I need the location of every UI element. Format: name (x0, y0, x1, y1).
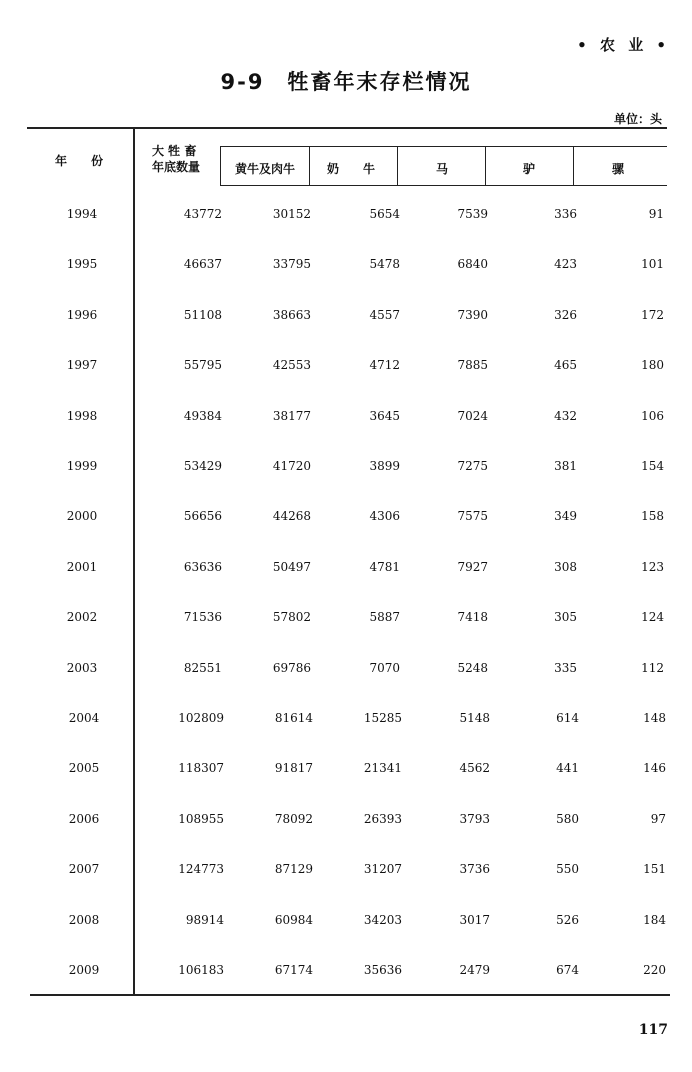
header-horse: 马 (436, 162, 449, 176)
year-cell: 2005 (68, 761, 100, 775)
value-cell: 336 (554, 207, 577, 221)
table-row (0, 459, 692, 479)
value-cell: 112 (641, 661, 664, 675)
header-donkey: 驴 (523, 162, 536, 176)
value-cell: 42553 (272, 358, 311, 372)
value-cell: 4781 (369, 560, 400, 574)
value-cell: 5248 (457, 661, 488, 675)
table-row (0, 358, 692, 378)
value-cell: 5478 (369, 257, 400, 271)
year-cell: 1998 (66, 409, 98, 423)
value-cell: 106183 (178, 963, 224, 977)
table-row (0, 207, 692, 227)
value-cell: 38663 (272, 308, 311, 322)
value-cell: 180 (641, 358, 664, 372)
value-cell: 441 (556, 761, 579, 775)
value-cell: 580 (556, 812, 579, 826)
value-cell: 123 (641, 560, 664, 574)
value-cell: 60984 (274, 913, 313, 927)
value-cell: 98914 (185, 913, 224, 927)
year-cell: 2001 (66, 560, 98, 574)
value-cell: 63636 (183, 560, 222, 574)
value-cell: 7885 (457, 358, 488, 372)
table-row (0, 610, 692, 630)
header-total-line2: 年底数量 (152, 160, 201, 174)
table-row (0, 963, 692, 983)
value-cell: 2479 (459, 963, 490, 977)
value-cell: 146 (643, 761, 666, 775)
table-row (0, 661, 692, 681)
value-cell: 381 (554, 459, 577, 473)
value-cell: 326 (554, 308, 577, 322)
value-cell: 148 (643, 711, 666, 725)
value-cell: 49384 (183, 409, 222, 423)
year-cell: 1995 (66, 257, 98, 271)
value-cell: 67174 (274, 963, 313, 977)
table-row (0, 862, 692, 882)
value-cell: 7539 (457, 207, 488, 221)
value-cell: 118307 (178, 761, 224, 775)
table-row (0, 509, 692, 529)
value-cell: 43772 (183, 207, 222, 221)
year-cell: 1994 (66, 207, 98, 221)
year-cell: 2004 (68, 711, 100, 725)
value-cell: 124773 (178, 862, 224, 876)
value-cell: 7070 (369, 661, 400, 675)
unit-label: 单位：头 (613, 112, 662, 126)
value-cell: 108955 (178, 812, 224, 826)
value-cell: 21341 (363, 761, 402, 775)
value-cell: 184 (643, 913, 666, 927)
value-cell: 220 (643, 963, 666, 977)
table-row (0, 711, 692, 731)
value-cell: 35636 (363, 963, 402, 977)
value-cell: 106 (641, 409, 664, 423)
value-cell: 34203 (363, 913, 402, 927)
value-cell: 91 (648, 207, 664, 221)
value-cell: 82551 (183, 661, 222, 675)
value-cell: 55795 (183, 358, 222, 372)
value-cell: 4557 (369, 308, 400, 322)
value-cell: 305 (554, 610, 577, 624)
value-cell: 172 (641, 308, 664, 322)
value-cell: 44268 (272, 509, 311, 523)
header-mule: 骡 (612, 162, 625, 176)
table-top-rule (27, 127, 667, 129)
value-cell: 154 (641, 459, 664, 473)
header-total-line1: 大 牲 畜 (152, 144, 197, 158)
value-cell: 308 (554, 560, 577, 574)
value-cell: 15285 (363, 711, 402, 725)
header-dairy: 奶 牛 (327, 162, 376, 176)
year-cell: 2000 (66, 509, 98, 523)
table-row (0, 409, 692, 429)
value-cell: 38177 (272, 409, 311, 423)
value-cell: 3793 (459, 812, 490, 826)
value-cell: 124 (641, 610, 664, 624)
value-cell: 3736 (459, 862, 490, 876)
table-row (0, 257, 692, 277)
value-cell: 7275 (457, 459, 488, 473)
value-cell: 41720 (272, 459, 311, 473)
value-cell: 7418 (457, 610, 488, 624)
table-row (0, 913, 692, 933)
value-cell: 78092 (274, 812, 313, 826)
page-title: 9-9 牲畜年末存栏情况 (220, 70, 472, 94)
value-cell: 57802 (272, 610, 311, 624)
value-cell: 50497 (272, 560, 311, 574)
value-cell: 614 (556, 711, 579, 725)
value-cell: 7927 (457, 560, 488, 574)
value-cell: 4562 (459, 761, 490, 775)
value-cell: 151 (643, 862, 666, 876)
value-cell: 4712 (369, 358, 400, 372)
value-cell: 26393 (363, 812, 402, 826)
value-cell: 335 (554, 661, 577, 675)
value-cell: 102809 (178, 711, 224, 725)
value-cell: 3899 (369, 459, 400, 473)
value-cell: 33795 (272, 257, 311, 271)
year-cell: 1997 (66, 358, 98, 372)
value-cell: 7390 (457, 308, 488, 322)
year-cell: 2006 (68, 812, 100, 826)
value-cell: 53429 (183, 459, 222, 473)
section-header: • 农 业 • (577, 36, 670, 54)
header-year: 年 份 (55, 154, 104, 168)
year-cell: 2003 (66, 661, 98, 675)
table-row (0, 308, 692, 328)
value-cell: 3017 (459, 913, 490, 927)
year-cell: 2002 (66, 610, 98, 624)
value-cell: 3645 (369, 409, 400, 423)
value-cell: 7024 (457, 409, 488, 423)
value-cell: 432 (554, 409, 577, 423)
table-row (0, 560, 692, 580)
value-cell: 7575 (457, 509, 488, 523)
year-cell: 2007 (68, 862, 100, 876)
header-beef: 黄牛及肉牛 (235, 162, 296, 176)
value-cell: 674 (556, 963, 579, 977)
value-cell: 158 (641, 509, 664, 523)
value-cell: 5654 (369, 207, 400, 221)
value-cell: 423 (554, 257, 577, 271)
value-cell: 87129 (274, 862, 313, 876)
year-cell: 2009 (68, 963, 100, 977)
value-cell: 101 (641, 257, 664, 271)
value-cell: 5887 (369, 610, 400, 624)
value-cell: 51108 (183, 308, 222, 322)
value-cell: 31207 (363, 862, 402, 876)
value-cell: 30152 (272, 207, 311, 221)
value-cell: 4306 (369, 509, 400, 523)
value-cell: 69786 (272, 661, 311, 675)
value-cell: 526 (556, 913, 579, 927)
value-cell: 5148 (459, 711, 490, 725)
page-number: 117 (638, 1022, 668, 1038)
year-cell: 2008 (68, 913, 100, 927)
table-row (0, 812, 692, 832)
value-cell: 91817 (274, 761, 313, 775)
value-cell: 349 (554, 509, 577, 523)
table-row (0, 761, 692, 781)
value-cell: 56656 (183, 509, 222, 523)
value-cell: 97 (650, 812, 666, 826)
year-cell: 1996 (66, 308, 98, 322)
value-cell: 465 (554, 358, 577, 372)
value-cell: 6840 (457, 257, 488, 271)
table-bottom-rule (30, 994, 670, 996)
value-cell: 71536 (183, 610, 222, 624)
year-cell: 1999 (66, 459, 98, 473)
value-cell: 81614 (274, 711, 313, 725)
value-cell: 46637 (183, 257, 222, 271)
value-cell: 550 (556, 862, 579, 876)
